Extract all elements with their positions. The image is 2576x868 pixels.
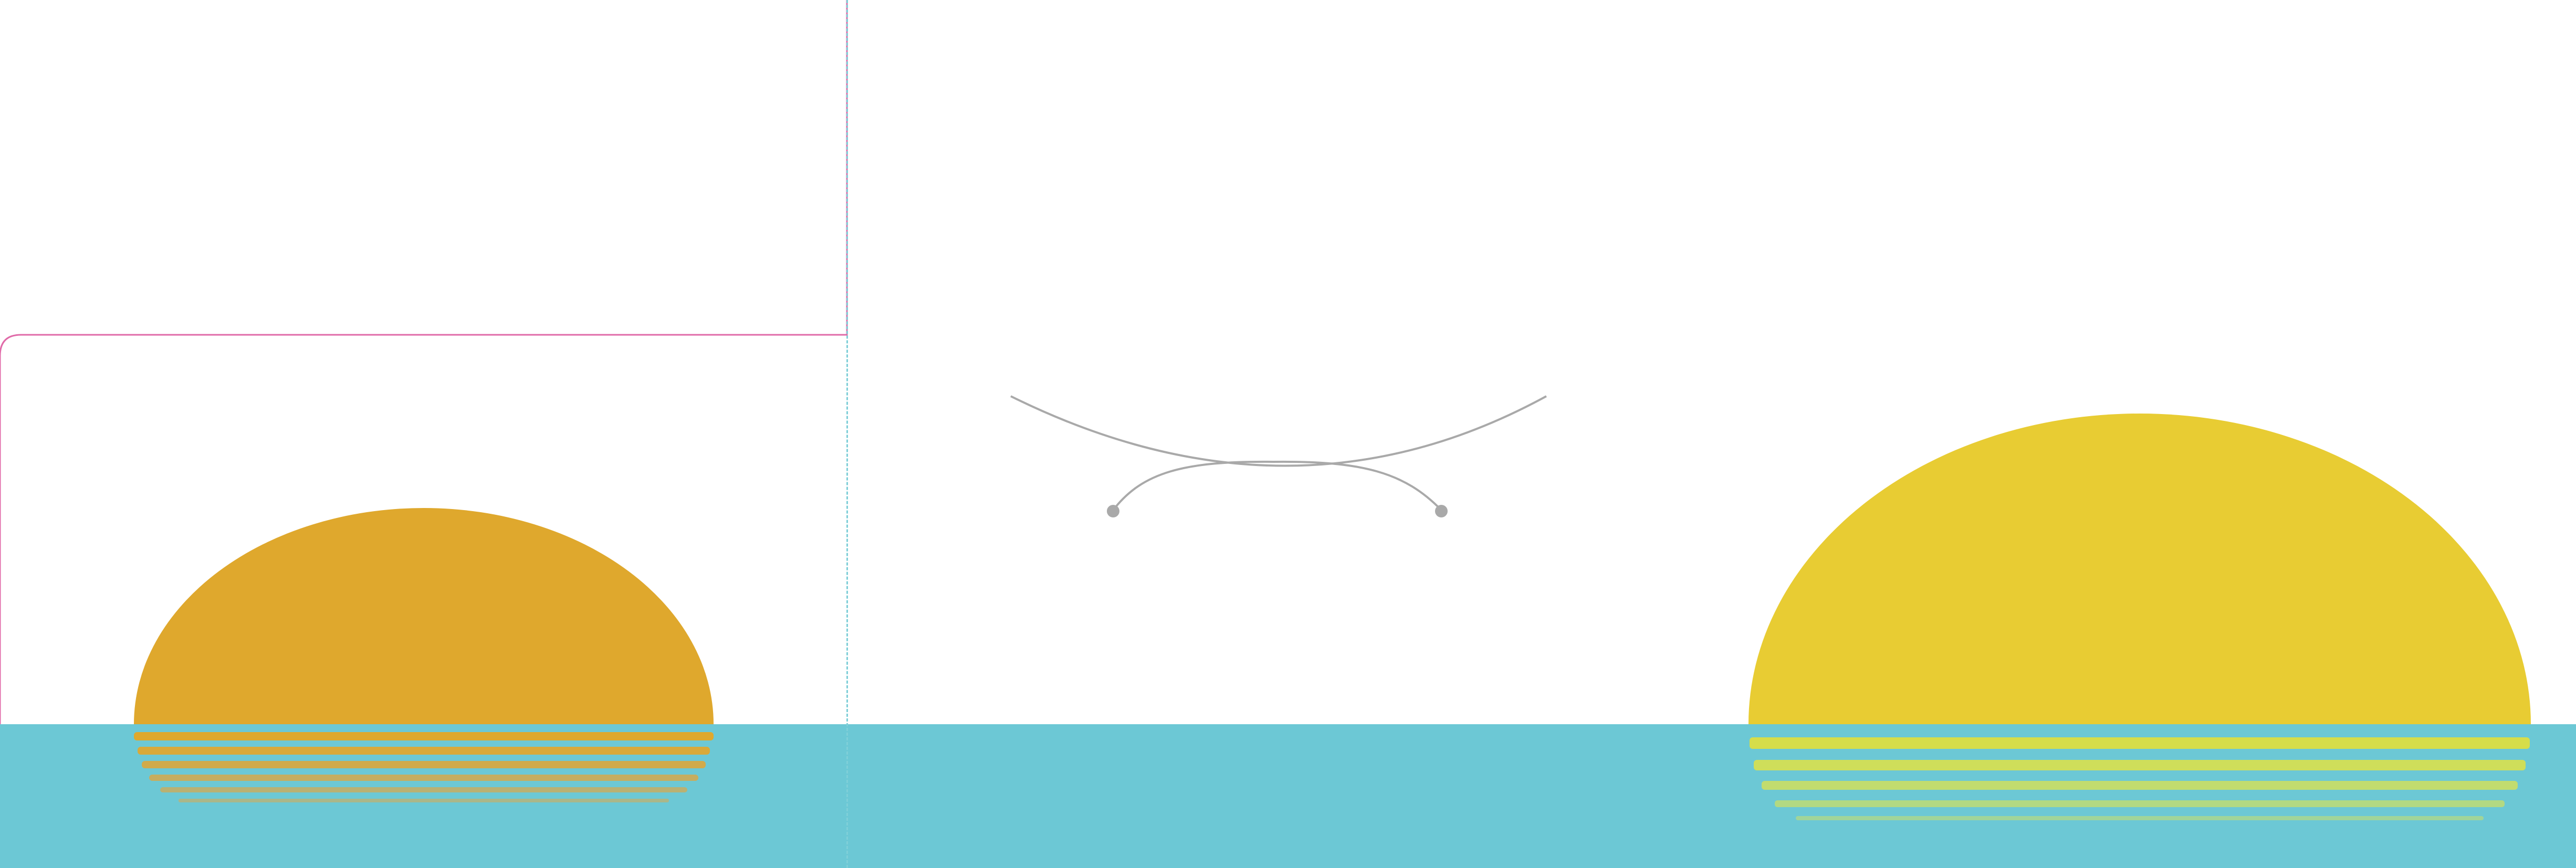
sun-reflection-stripe	[1762, 781, 2518, 790]
sunset-illustration-right	[1717, 0, 2575, 868]
sunset-illustration	[0, 0, 848, 868]
panel-cover-left	[0, 0, 858, 868]
randomization-curve	[1011, 396, 1546, 466]
sun-reflection-stripe	[134, 732, 714, 740]
sun-reflection-stripe	[160, 787, 687, 792]
panel-blinding	[1717, 0, 2575, 868]
sun-right	[1748, 414, 2531, 724]
footer-center	[1111, 825, 1148, 837]
split-node-right	[1435, 505, 1448, 517]
sun-reflection-stripe	[149, 775, 698, 781]
sun-reflection-stripe	[1796, 816, 2484, 820]
footer-left	[247, 825, 285, 837]
sun-left	[134, 508, 714, 724]
split-node-left	[1107, 505, 1119, 517]
footer-right	[1974, 825, 2012, 837]
sun-reflection-stripe	[1775, 800, 2505, 807]
sun-reflection-stripe	[1750, 737, 2530, 749]
split-curve	[1113, 462, 1441, 510]
randomization-diagram	[848, 315, 1717, 840]
sun-reflection-stripe	[138, 747, 710, 755]
sun-reflection-stripe	[142, 761, 706, 768]
sun-reflection-stripe	[1754, 760, 2526, 770]
panel-treatment	[848, 0, 1717, 868]
sun-reflection-stripe	[179, 799, 669, 802]
